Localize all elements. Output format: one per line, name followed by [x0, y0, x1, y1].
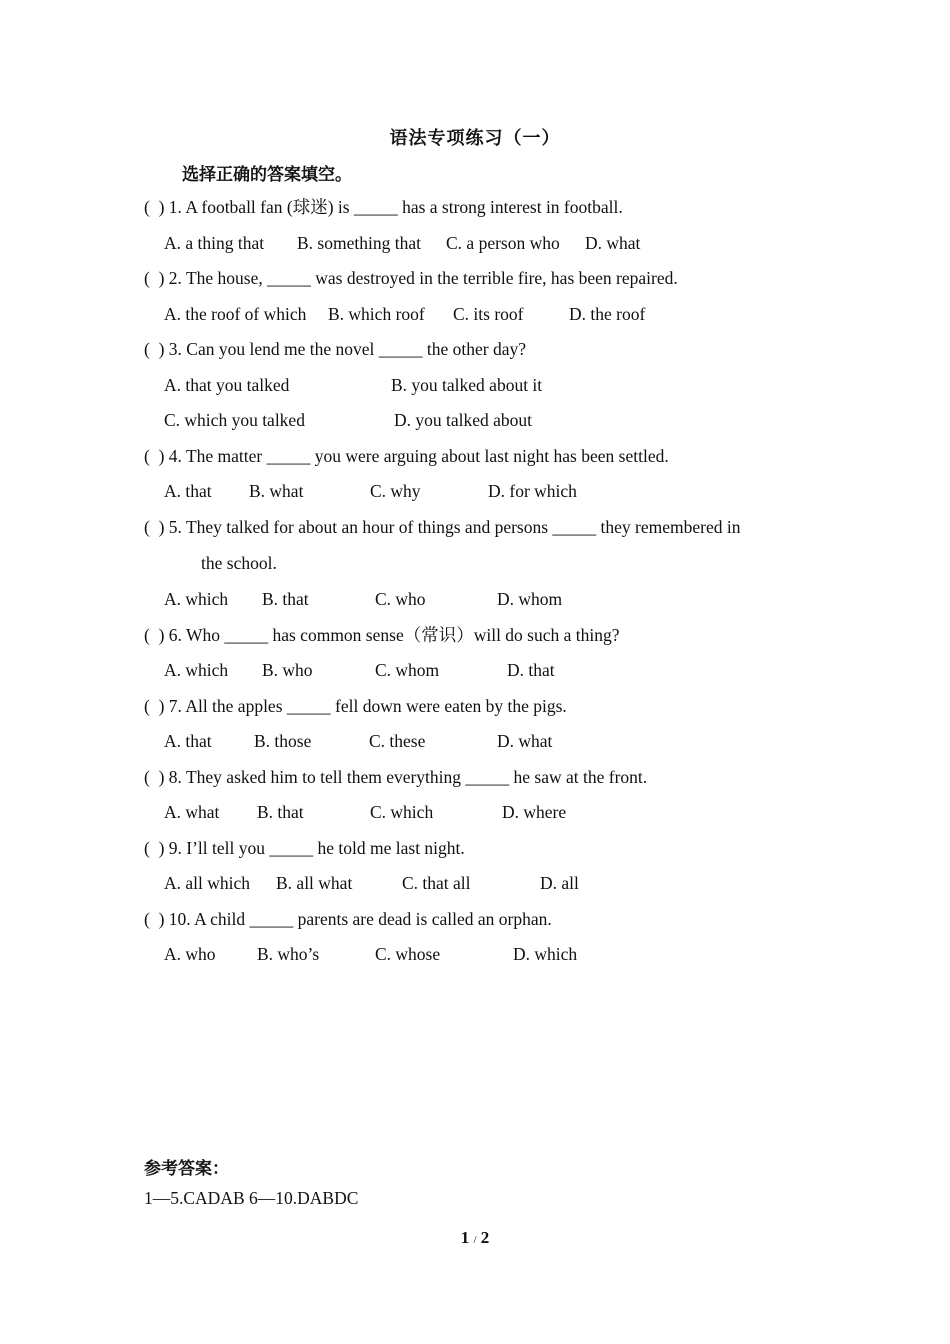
question-stem-10: ( ) 10. A child _____ parents are dead is called an orphan.	[144, 908, 552, 929]
page-number	[0, 1228, 950, 1248]
answer-key-text: 1—5.CADAB 6—10.DABDC	[144, 1188, 359, 1208]
option-a: A. the roof of which	[164, 303, 307, 324]
option-c: C. who	[375, 589, 426, 609]
question-stem-5-cont: the school.	[201, 553, 277, 573]
option-d: D. what	[585, 232, 641, 253]
option-c: C. that all	[402, 873, 471, 893]
question-options-5	[144, 582, 824, 618]
option-d: D. for which	[488, 481, 577, 501]
option-b: B. which roof	[328, 303, 425, 324]
page-total: 2	[480, 1228, 490, 1247]
option-d: D. the roof	[569, 303, 646, 324]
option-a: A. who	[164, 944, 216, 964]
question-stem-7: ( ) 7. All the apples _____ fell down were eaten by the pigs.	[144, 695, 567, 716]
question-list	[144, 190, 824, 973]
instruction-text: 选择正确的答案填空。	[182, 165, 352, 185]
question-options-3b	[144, 403, 824, 439]
question-stem-9: ( ) 9. I’ll tell you _____ he told me last night.	[144, 837, 465, 858]
question-options-3a	[144, 368, 824, 404]
page-current: 1	[460, 1228, 470, 1247]
question-options-8	[144, 795, 824, 831]
option-c: C. which	[370, 802, 434, 822]
option-b: B. something that	[297, 232, 421, 253]
option-d: D. which	[513, 944, 578, 964]
option-b: B. those	[254, 731, 312, 751]
option-a: A. that	[164, 481, 212, 501]
question-options-2	[144, 297, 824, 333]
option-a: A. which	[164, 660, 229, 680]
question-stem-6: ( ) 6. Who _____ has common sense（常识）will do such a thing?	[144, 624, 620, 645]
question-options-6	[144, 653, 824, 689]
option-a: A. that	[164, 731, 212, 751]
question-stem-1: ( ) 1. A football fan (球迷) is _____ has a strong interest in football.	[144, 197, 623, 217]
option-c: C. whose	[375, 944, 441, 964]
answer-key-title: 参考答案：	[144, 1159, 229, 1179]
question-stem-5: ( ) 5. They talked for about an hour of things and persons _____ they remembered in	[144, 516, 741, 537]
option-d: D. whom	[497, 589, 563, 609]
option-b: B. who	[262, 660, 313, 680]
option-c: C. its roof	[453, 303, 524, 324]
option-d: D. what	[497, 731, 553, 751]
option-d: D. where	[502, 802, 567, 822]
option-c: C. whom	[375, 660, 440, 680]
option-b: B. who’s	[257, 944, 320, 964]
page-separator: /	[473, 1234, 477, 1246]
question-options-1	[144, 226, 824, 262]
option-a: A. which	[164, 589, 229, 609]
option-b: B. that	[257, 802, 304, 822]
question-stem-2: ( ) 2. The house, _____ was destroyed in the terrible fire, has been repaired.	[144, 268, 678, 288]
question-options-4	[144, 474, 824, 510]
option-d: D. that	[507, 660, 555, 680]
option-c: C. why	[370, 481, 421, 501]
option-c: C. these	[369, 731, 426, 751]
option-a: A. a thing that	[164, 232, 265, 253]
option-b: B. you talked about it	[391, 374, 543, 395]
option-c: C. which you talked	[164, 410, 305, 430]
page-title: 语法专项练习（一）	[389, 128, 561, 149]
question-stem-3: ( ) 3. Can you lend me the novel _____ the other day?	[144, 339, 526, 359]
question-options-10	[144, 937, 824, 973]
question-stem-8: ( ) 8. They asked him to tell them everything _____ he saw at the front.	[144, 766, 648, 787]
question-options-7	[144, 724, 824, 760]
option-b: B. that	[262, 589, 309, 609]
option-c: C. a person who	[446, 232, 560, 253]
option-a: A. what	[164, 802, 220, 822]
option-d: D. you talked about	[394, 410, 533, 430]
option-a: A. that you talked	[164, 374, 290, 395]
option-a: A. all which	[164, 873, 251, 893]
option-b: B. what	[249, 481, 304, 501]
option-b: B. all what	[276, 873, 353, 893]
question-options-9	[144, 866, 824, 902]
question-stem-4: ( ) 4. The matter _____ you were arguing about last night has been settled.	[144, 445, 669, 466]
option-d: D. all	[540, 873, 579, 893]
